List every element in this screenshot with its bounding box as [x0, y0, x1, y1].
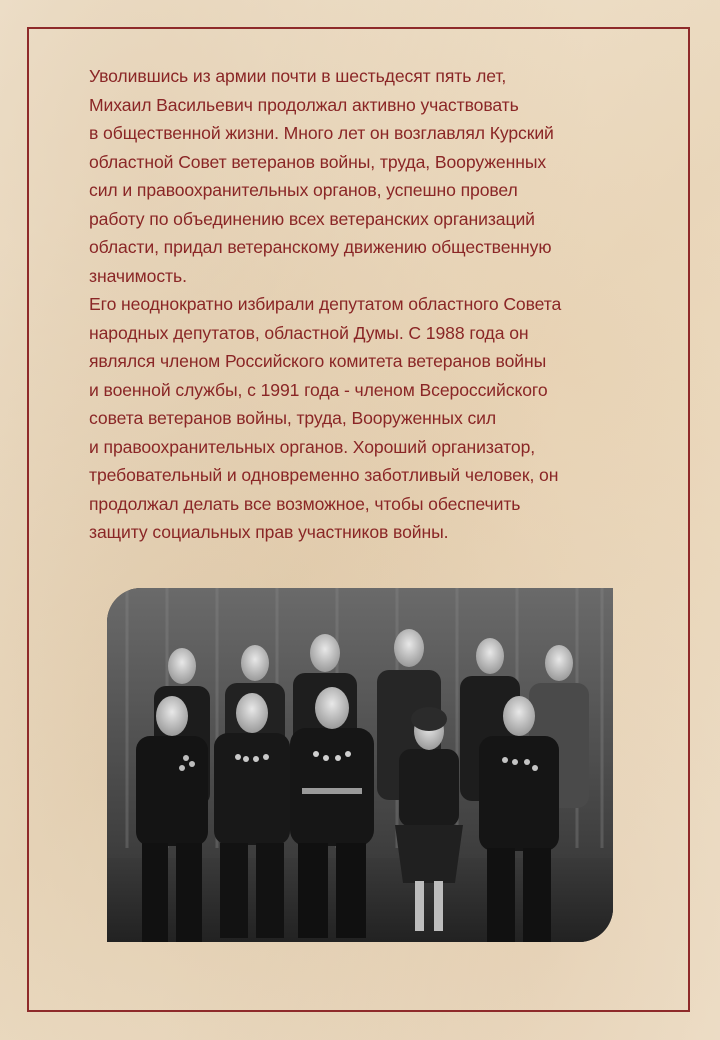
text-line: сил и правоохранительных органов, успешно провел — [89, 180, 518, 200]
text-line: областной Совет ветеранов войны, труда, Вооруженных — [89, 151, 547, 172]
text-line: области, придал ветеранскому движению общественную — [89, 237, 552, 257]
text-line: в общественной жизни. Много лет он возглавлял Курский — [89, 123, 554, 143]
text-line: являлся членом Российского комитета ветеранов войны — [89, 351, 547, 371]
text-line: совета ветеранов войны, труда, Вооруженных сил — [89, 408, 497, 428]
text-line: работу по объединению всех ветеранских организаций — [89, 208, 535, 229]
text-line: защиту социальных прав участников войны. — [89, 522, 449, 542]
text-line: Уволившись из армии почти в шестьдесят пять лет, — [89, 66, 507, 86]
group-photo — [107, 588, 613, 942]
text-line: требовательный и одновременно заботливый человек, он — [89, 465, 559, 485]
text-line: Михаил Васильевич продолжал активно участвовать — [89, 94, 519, 115]
text-line: значимость. — [89, 265, 187, 286]
text-line: Его неоднократно избирали депутатом областного Совета — [89, 294, 562, 314]
group-photo-image — [107, 588, 613, 942]
text-line: и правоохранительных органов. Хороший организатор, — [89, 436, 536, 457]
text-line: продолжал делать все возможное, чтобы обеспечить — [89, 493, 521, 514]
text-line: народных депутатов, областной Думы. С 1988 года он — [89, 322, 529, 343]
body-text-block — [89, 62, 649, 547]
text-line: и военной службы, с 1991 года - членом Всероссийского — [89, 379, 548, 400]
